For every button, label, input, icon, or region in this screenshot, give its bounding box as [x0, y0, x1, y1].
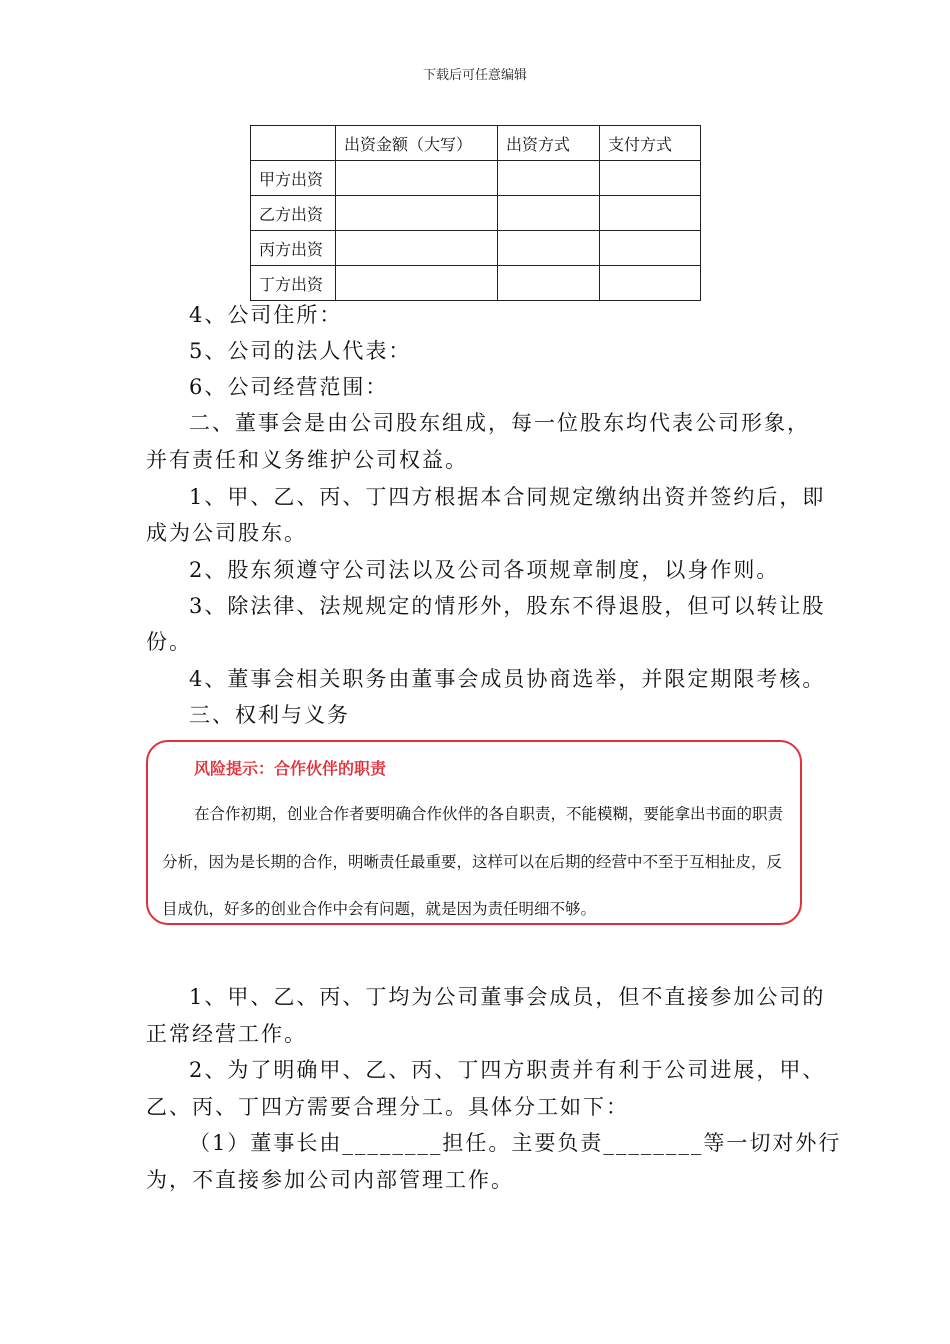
table-cell — [336, 266, 498, 301]
table-cell: 乙方出资 — [251, 196, 336, 231]
clause-2-1-line1: 1、甲、乙、丙、丁四方根据本合同规定缴纳出资并签约后，即 — [189, 485, 826, 509]
table-cell — [600, 196, 701, 231]
table-header-cell: 出资方式 — [498, 126, 600, 161]
table-cell — [336, 161, 498, 196]
clause-company-address: 4、公司住所： — [189, 303, 343, 327]
table-cell — [498, 196, 600, 231]
table-cell: 甲方出资 — [251, 161, 336, 196]
table-header-row — [251, 126, 701, 161]
table-cell — [336, 196, 498, 231]
table-row — [251, 231, 701, 266]
table-header-cell — [251, 126, 336, 161]
clause-2-4: 4、董事会相关职务由董事会成员协商选举，并限定期限考核。 — [189, 667, 826, 691]
table-header-cell: 支付方式 — [600, 126, 701, 161]
table-header-cell: 出资金额（大写） — [336, 126, 498, 161]
risk-notice-line: 目成仇，好多的创业合作中会有问题，就是因为责任明细不够。 — [162, 900, 597, 918]
table-cell — [600, 266, 701, 301]
table-row — [251, 196, 701, 231]
clause-3-2-1-line1: （1）董事长由________担任。主要负责________等一切对外行 — [189, 1131, 842, 1155]
table-row — [251, 266, 701, 301]
risk-notice-box — [146, 740, 802, 925]
clause-2-2: 2、股东须遵守公司法以及公司各项规章制度，以身作则。 — [189, 558, 780, 582]
table-cell — [600, 231, 701, 266]
clause-3-1-line1: 1、甲、乙、丙、丁均为公司董事会成员，但不直接参加公司的 — [189, 985, 826, 1009]
clause-business-scope: 6、公司经营范围： — [189, 375, 389, 399]
section-2-heading-line1: 二、董事会是由公司股东组成，每一位股东均代表公司形象， — [189, 411, 810, 435]
clause-legal-representative: 5、公司的法人代表： — [189, 339, 412, 363]
page-header: 下载后可任意编辑 — [422, 68, 527, 83]
section-3-heading: 三、权利与义务 — [189, 703, 350, 727]
risk-notice-line: 在合作初期，创业合作者要明确合作伙伴的各自职责，不能模糊，要能拿出书面的职责 — [194, 805, 784, 823]
table-cell: 丁方出资 — [251, 266, 336, 301]
section-2-heading-line2: 并有责任和义务维护公司权益。 — [146, 448, 468, 472]
risk-notice-line: 分析，因为是长期的合作，明晰责任最重要，这样可以在后期的经营中不至于互相扯皮，反 — [162, 853, 783, 871]
clause-2-1-line2: 成为公司股东。 — [146, 521, 307, 545]
clause-2-3-line1: 3、除法律、法规规定的情形外，股东不得退股，但可以转让股 — [189, 594, 826, 618]
table-cell: 丙方出资 — [251, 231, 336, 266]
clause-3-2-line1: 2、为了明确甲、乙、丙、丁四方职责并有利于公司进展，甲、 — [189, 1058, 826, 1082]
table-cell — [498, 161, 600, 196]
table-cell — [498, 266, 600, 301]
clause-3-2-line2: 乙、丙、丁四方需要合理分工。具体分工如下： — [146, 1095, 629, 1119]
clause-3-2-1-line2: 为，不直接参加公司内部管理工作。 — [146, 1168, 514, 1192]
risk-notice-title: 风险提示：合作伙伴的职责 — [194, 759, 387, 778]
table-cell — [336, 231, 498, 266]
table-cell — [498, 231, 600, 266]
clause-3-1-line2: 正常经营工作。 — [146, 1022, 307, 1046]
table-row — [251, 161, 701, 196]
table-cell — [600, 161, 701, 196]
clause-2-3-line2: 份。 — [146, 630, 192, 654]
investment-table — [250, 125, 701, 301]
